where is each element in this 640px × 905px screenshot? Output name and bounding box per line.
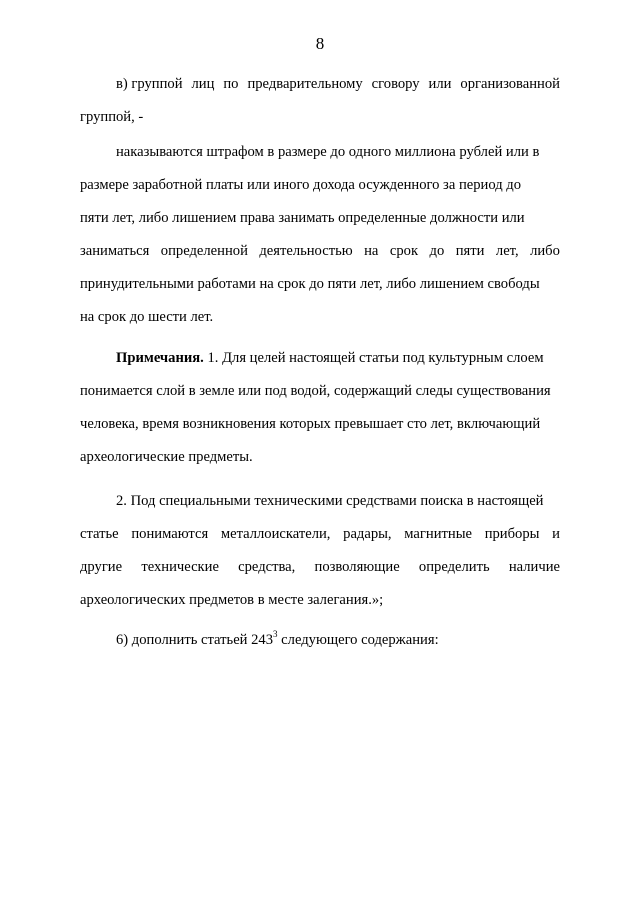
- notes-heading: Примечания.: [116, 350, 204, 366]
- paragraph-punishment: [80, 136, 560, 334]
- text-line: другие технические средства, позволяющие определить наличие: [80, 559, 560, 575]
- paragraph-amendment: [80, 624, 560, 657]
- superscript: 3: [273, 629, 278, 640]
- text-line: археологических предметов в месте залегания.»;: [80, 592, 384, 608]
- text-line: принудительными работами на срок до пяти лет, либо лишением свободы: [80, 276, 540, 292]
- text-line: статье понимаются металлоискатели, радары, магнитные приборы и: [80, 526, 560, 542]
- text-line: наказываются штрафом в размере до одного миллиона рублей или в: [116, 144, 540, 160]
- text-line: археологические предметы.: [80, 449, 253, 465]
- text-line: Примечания. 1. Для целей настоящей статьи под культурным слоем: [116, 350, 544, 366]
- text-line: 2. Под специальными техническими средствами поиска в настоящей: [116, 493, 544, 509]
- text-line: пяти лет, либо лишением права занимать определенные должности или: [80, 210, 525, 226]
- page-number: 8: [315, 34, 325, 53]
- text-line: размере заработной платы или иного дохода осужденного за период до: [80, 177, 522, 193]
- text-line: заниматься определенной деятельностью на срок до пяти лет, либо: [80, 243, 560, 259]
- paragraph-group-clause: [80, 68, 560, 134]
- text-line: понимается слой в земле или под водой, содержащий следы существования: [80, 383, 551, 399]
- paragraph-note-2: [80, 485, 560, 617]
- text-line: группой, -: [80, 109, 144, 125]
- paragraph-notes: [80, 342, 560, 474]
- text-line: на срок до шести лет.: [80, 309, 214, 325]
- text-line: 6) дополнить статьей $243^3$ следующего содержания:: [116, 629, 439, 648]
- text-line: человека, время возникновения которых превышает сто лет, включающий: [80, 416, 541, 432]
- text-line: в) группой лиц по предварительному сговору или организованной: [116, 76, 560, 92]
